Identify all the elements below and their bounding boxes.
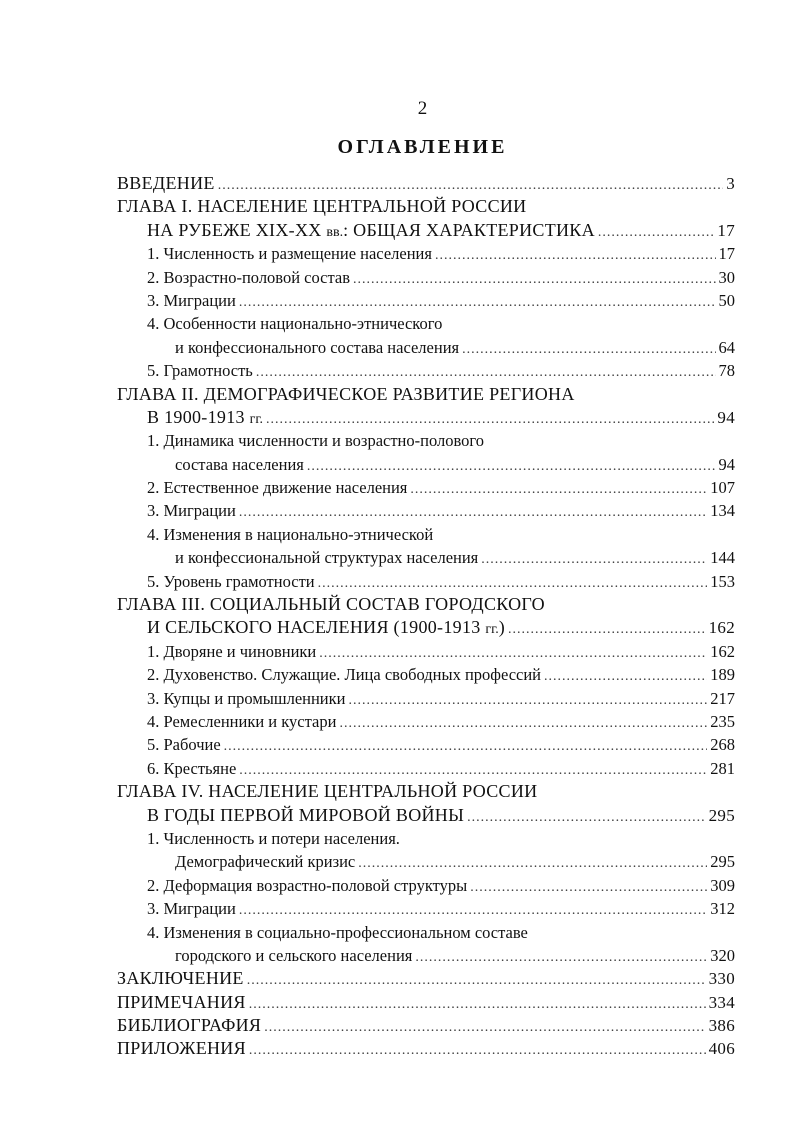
toc-entry-page: 320 xyxy=(710,945,735,965)
leader-dots xyxy=(307,453,716,478)
toc-section-4-1-line1[interactable] xyxy=(117,827,735,850)
toc-entry-label: 1. Численность и потери населения. xyxy=(147,828,400,848)
toc-entry-page: 162 xyxy=(710,641,735,661)
label-part: гг. xyxy=(485,622,499,638)
toc-section-1-4-line1[interactable] xyxy=(117,312,735,335)
label-part: вв. xyxy=(326,224,344,240)
toc-entry-page: 17 xyxy=(717,220,735,240)
toc-entry-page: 144 xyxy=(710,548,735,568)
toc-entry-label xyxy=(147,616,505,641)
toc-entry-page: 78 xyxy=(718,361,735,381)
toc-entry-label: В ГОДЫ ПЕРВОЙ МИРОВОЙ ВОЙНЫ xyxy=(147,804,465,825)
toc-entry-page: 295 xyxy=(710,852,735,872)
toc-entry-label: городского и сельского населения xyxy=(175,945,413,965)
leader-dots xyxy=(266,406,714,431)
leader-dots xyxy=(239,897,707,922)
toc-entry-page: 295 xyxy=(708,805,735,825)
toc-entry-page: 268 xyxy=(710,735,735,755)
toc-entry-label: Демографический кризис xyxy=(175,852,356,872)
toc-section-3-4[interactable] xyxy=(117,710,735,733)
toc-entry-label: ГЛАВА IV. НАСЕЛЕНИЕ ЦЕНТРАЛЬНОЙ РОССИИ xyxy=(117,781,538,802)
toc-section-2-5[interactable] xyxy=(117,570,735,593)
label-part: : ОБЩАЯ ХАРАКТЕРИСТИКА xyxy=(343,219,595,240)
toc-entry-label: 4. Особенности национально-этнического xyxy=(147,314,443,334)
toc-entry-page: 235 xyxy=(710,711,735,731)
toc-entry-page: 94 xyxy=(718,454,735,474)
toc-section-2-4[interactable] xyxy=(117,546,735,569)
leader-dots xyxy=(249,1037,706,1062)
toc-chapter-3[interactable] xyxy=(117,616,735,639)
toc-section-2-1-line1[interactable] xyxy=(117,429,735,452)
toc-chapter-4-heading[interactable] xyxy=(117,780,735,803)
leader-dots xyxy=(339,710,707,735)
leader-dots xyxy=(239,499,707,524)
leader-dots xyxy=(598,219,714,244)
toc-entry-label: 1. Динамика численности и возрастно-полового xyxy=(147,431,485,451)
toc-section-2-1[interactable] xyxy=(117,453,735,476)
leader-dots xyxy=(239,757,707,782)
toc-entry-appendices[interactable] xyxy=(117,1037,735,1060)
toc-entry-page: 30 xyxy=(718,267,735,287)
toc-chapter-1-heading[interactable] xyxy=(117,195,735,218)
label-part: В 1900-1913 xyxy=(147,406,250,427)
leader-dots xyxy=(358,850,707,875)
leader-dots xyxy=(462,336,715,361)
toc-chapter-1[interactable] xyxy=(117,219,735,242)
toc-section-1-1[interactable] xyxy=(117,242,735,265)
toc-section-1-4[interactable] xyxy=(117,336,735,359)
leader-dots xyxy=(470,874,707,899)
toc-entry-label: 5. Рабочие xyxy=(147,735,221,755)
toc-entry-label xyxy=(147,219,595,244)
toc-entry-label: 3. Миграции xyxy=(147,290,236,310)
toc-section-1-5[interactable] xyxy=(117,359,735,382)
toc-entry-conclusion[interactable] xyxy=(117,967,735,990)
toc-entry-label xyxy=(147,406,263,431)
toc-entry-label: 4. Ремесленники и кустари xyxy=(147,711,337,731)
toc-section-4-4[interactable] xyxy=(117,944,735,967)
toc-entry-page: 153 xyxy=(710,571,735,591)
page-title: ОГЛАВЛЕНИЕ xyxy=(337,136,508,158)
leader-dots xyxy=(239,289,716,314)
toc-entry-label: 3. Миграции xyxy=(147,899,236,919)
toc-chapter-4[interactable] xyxy=(117,804,735,827)
leader-dots xyxy=(247,967,706,992)
toc-entry-label: 1. Дворяне и чиновники xyxy=(147,641,317,661)
toc-section-4-2[interactable] xyxy=(117,874,735,897)
toc-entry-page: 281 xyxy=(710,758,735,778)
toc-entry-label: ЗАКЛЮЧЕНИЕ xyxy=(117,968,244,989)
toc-entry-label: 6. Крестьяне xyxy=(147,758,237,778)
toc-entry-label: ПРИЛОЖЕНИЯ xyxy=(117,1038,246,1059)
leader-dots xyxy=(264,1014,705,1039)
toc-entry-page: 64 xyxy=(718,337,735,357)
toc-chapter-2[interactable] xyxy=(117,406,735,429)
leader-dots xyxy=(318,570,708,595)
leader-dots xyxy=(481,546,707,571)
toc-entry-page: 107 xyxy=(710,478,735,498)
toc-entry-page: 17 xyxy=(718,244,735,264)
toc-entry-notes[interactable] xyxy=(117,991,735,1014)
toc-section-3-6[interactable] xyxy=(117,757,735,780)
toc-entry-page: 334 xyxy=(708,992,735,1012)
toc-section-2-3[interactable] xyxy=(117,499,735,522)
leader-dots xyxy=(410,476,707,501)
leader-dots xyxy=(508,616,706,641)
toc-entry-label: 2. Духовенство. Служащие. Лица свободных профессий xyxy=(147,665,542,685)
toc-entry-label: ВВЕДЕНИЕ xyxy=(117,173,215,193)
leader-dots xyxy=(319,640,707,665)
toc-section-3-5[interactable] xyxy=(117,733,735,756)
toc-entry-label: состава населения xyxy=(175,454,304,474)
toc-entry-page: 162 xyxy=(708,618,735,638)
toc-section-4-1[interactable] xyxy=(117,850,735,873)
leader-dots xyxy=(348,687,707,712)
toc-section-4-3[interactable] xyxy=(117,897,735,920)
toc-entry-label: ГЛАВА I. НАСЕЛЕНИЕ ЦЕНТРАЛЬНОЙ РОССИИ xyxy=(117,196,527,217)
leader-dots xyxy=(467,804,706,829)
leader-dots xyxy=(435,242,716,267)
toc-section-1-3[interactable] xyxy=(117,289,735,312)
toc-entry-page: 94 xyxy=(717,407,735,427)
label-part: И СЕЛЬСКОГО НАСЕЛЕНИЯ (1900-1913 xyxy=(147,617,486,638)
toc-entry-label: 3. Миграции xyxy=(147,501,236,521)
toc-entry-page: 134 xyxy=(710,501,735,521)
toc-entry-page: 309 xyxy=(710,875,735,895)
toc-entry-label: ПРИМЕЧАНИЯ xyxy=(117,991,246,1012)
label-part: ) xyxy=(498,617,506,638)
toc-entry-label: 4. Изменения в социально-профессиональном составе xyxy=(147,922,528,942)
toc-entry-label: ГЛАВА II. ДЕМОГРАФИЧЕСКОЕ РАЗВИТИЕ РЕГИОНА xyxy=(117,383,575,404)
leader-dots xyxy=(415,944,707,969)
leader-dots xyxy=(249,991,706,1016)
toc-entry-intro[interactable] xyxy=(117,172,735,195)
toc-entry-label: 4. Изменения в национально-этнической xyxy=(147,524,434,544)
leader-dots xyxy=(218,172,724,197)
label-part: гг. xyxy=(249,411,264,427)
toc-entry-label: 1. Численность и размещение населения xyxy=(147,244,432,264)
toc-entry-page: 312 xyxy=(710,899,735,919)
toc-entry-bibliography[interactable] xyxy=(117,1014,735,1037)
leader-dots xyxy=(353,266,715,291)
toc-entry-label: БИБЛИОГРАФИЯ xyxy=(117,1015,262,1036)
toc-entry-label: 3. Купцы и промышленники xyxy=(147,688,346,708)
toc-section-1-2[interactable] xyxy=(117,266,735,289)
leader-dots xyxy=(544,663,707,688)
toc-entry-page: 50 xyxy=(718,290,735,310)
toc-entry-label: 2. Естественное движение населения xyxy=(147,478,408,498)
toc-chapter-3-heading[interactable] xyxy=(117,593,735,616)
toc-entry-label: 2. Возрастно-половой состав xyxy=(147,267,351,287)
toc-entry-page: 386 xyxy=(708,1016,735,1036)
toc-entry-label: и конфессионального состава населения xyxy=(175,337,460,357)
toc-entry-page: 330 xyxy=(708,969,735,989)
toc-section-3-2[interactable] xyxy=(117,663,735,686)
toc-section-3-1[interactable] xyxy=(117,640,735,663)
leader-dots xyxy=(256,359,716,384)
toc-entry-page: 3 xyxy=(726,174,735,193)
toc-entry-label: 5. Грамотность xyxy=(147,361,253,381)
toc-entry-page: 217 xyxy=(710,688,735,708)
toc-section-4-4-line1[interactable] xyxy=(117,921,735,944)
toc-entry-label: 5. Уровень грамотности xyxy=(147,571,315,591)
toc-entry-page: 189 xyxy=(710,665,735,685)
toc-section-3-3[interactable] xyxy=(117,687,735,710)
table-of-contents xyxy=(117,172,735,1061)
page-number: 2 xyxy=(417,98,428,119)
toc-entry-label: ГЛАВА III. СОЦИАЛЬНЫЙ СОСТАВ ГОРОДСКОГО xyxy=(117,594,545,615)
toc-entry-page: 406 xyxy=(708,1039,735,1059)
leader-dots xyxy=(224,733,708,758)
toc-section-2-2[interactable] xyxy=(117,476,735,499)
label-part: НА РУБЕЖЕ XIX-XX xyxy=(147,219,327,240)
toc-chapter-2-heading[interactable] xyxy=(117,383,735,406)
toc-entry-label: и конфессиональной структурах населения xyxy=(175,548,479,568)
toc-entry-label: 2. Деформация возрастно-половой структуры xyxy=(147,875,468,895)
toc-section-2-4-line1[interactable] xyxy=(117,523,735,546)
